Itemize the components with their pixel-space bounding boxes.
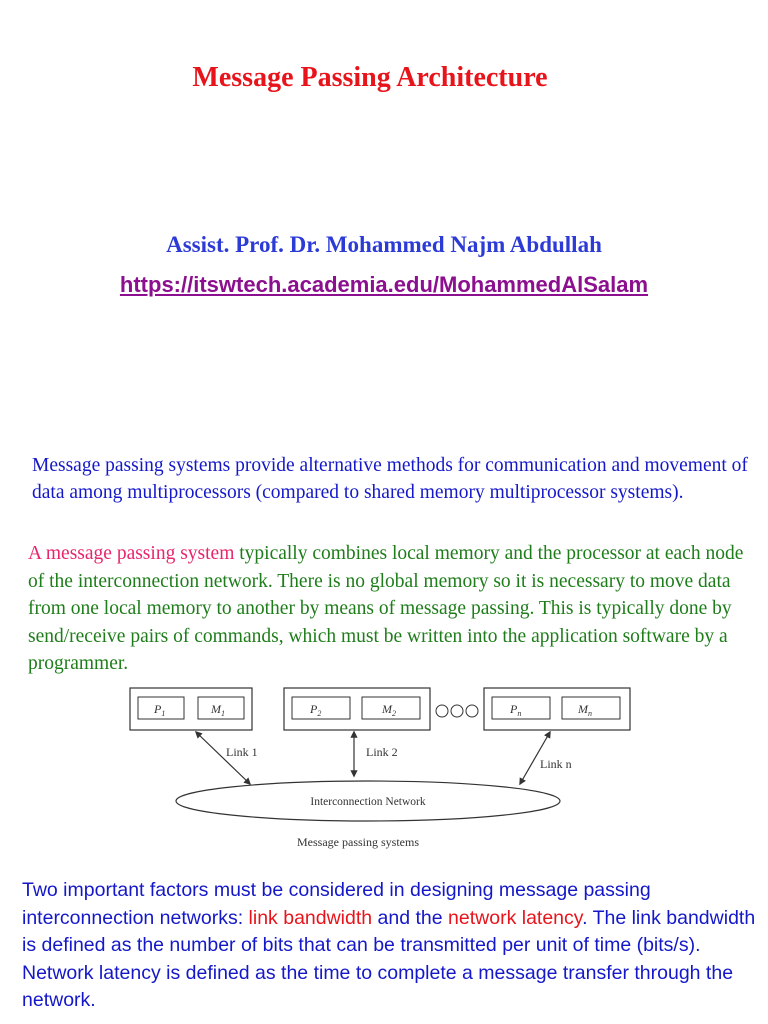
svg-text:M1 <box>210 702 225 718</box>
link-n-label: Link n <box>540 757 572 771</box>
node-1-memory-label: M <box>211 702 221 716</box>
intro-paragraph: Message passing systems provide alternative methods for communication and movement of data among multiprocessors (compared to shared memory multiprocessor systems). <box>32 455 748 503</box>
factors-text-1: Two important factors must be considered in designing message passing interconnection networks: <box>22 879 651 929</box>
node-n-memory-label: M <box>578 702 588 716</box>
node-2-processor-label: P <box>310 702 318 716</box>
link-1-label: Link 1 <box>226 745 258 759</box>
author-name: Assist. Prof. Dr. Mohammed Najm Abdullah <box>166 232 602 257</box>
node-2 <box>284 688 430 730</box>
page-title: Message Passing Architecture <box>192 62 548 93</box>
svg-text:M2 <box>381 702 396 718</box>
factors-text-3: . The link bandwidth is defined as the number of bits that can be transmitted per unit of time (bits/s). Network latency is defined as the time to complete a message transfer through the network. <box>22 906 756 1011</box>
node-2-memory-label: M <box>382 702 392 716</box>
node-2-processor-sub: 2 <box>317 709 322 718</box>
node-1-processor-label: P <box>154 702 162 716</box>
network-latency-highlight: network latency <box>448 906 583 929</box>
svg-text:P1 <box>153 702 165 718</box>
system-description-paragraph <box>28 540 764 678</box>
node-2-memory-sub: 2 <box>392 709 396 718</box>
svg-text:Pn <box>509 702 521 718</box>
link-2-label: Link 2 <box>366 745 398 759</box>
svg-text:Mn <box>577 702 592 718</box>
node-n-memory-sub: n <box>588 709 592 718</box>
author-url-link[interactable]: https://itswtech.academia.edu/MohammedAlSalam <box>119 272 649 297</box>
message-passing-diagram <box>120 684 640 856</box>
factors-text-2: and the <box>372 906 449 929</box>
message-passing-system-highlight: A message passing system <box>28 543 235 564</box>
ellipsis-circles <box>436 705 478 717</box>
diagram-caption: Message passing systems <box>297 835 419 849</box>
factors-paragraph <box>22 877 762 1015</box>
node-1-memory-sub: 1 <box>221 709 225 718</box>
node-n-processor-sub: n <box>517 709 522 718</box>
node-n <box>484 688 630 730</box>
node-1-processor-sub: 1 <box>161 709 166 718</box>
node-1 <box>130 688 252 730</box>
node-n-processor-label: P <box>510 702 518 716</box>
system-description-text: typically combines local memory and the processor at each node of the interconnection network. There is no global memory so it is necessary to move data from one local memory to another by means of message passing. This is typically done by send/receive pairs of commands, which must be written into the application software by a programmer. <box>28 543 744 674</box>
link-bandwidth-highlight: link bandwidth <box>248 906 373 929</box>
svg-text:P2 <box>309 702 321 718</box>
network-label: Interconnection Network <box>310 796 426 808</box>
